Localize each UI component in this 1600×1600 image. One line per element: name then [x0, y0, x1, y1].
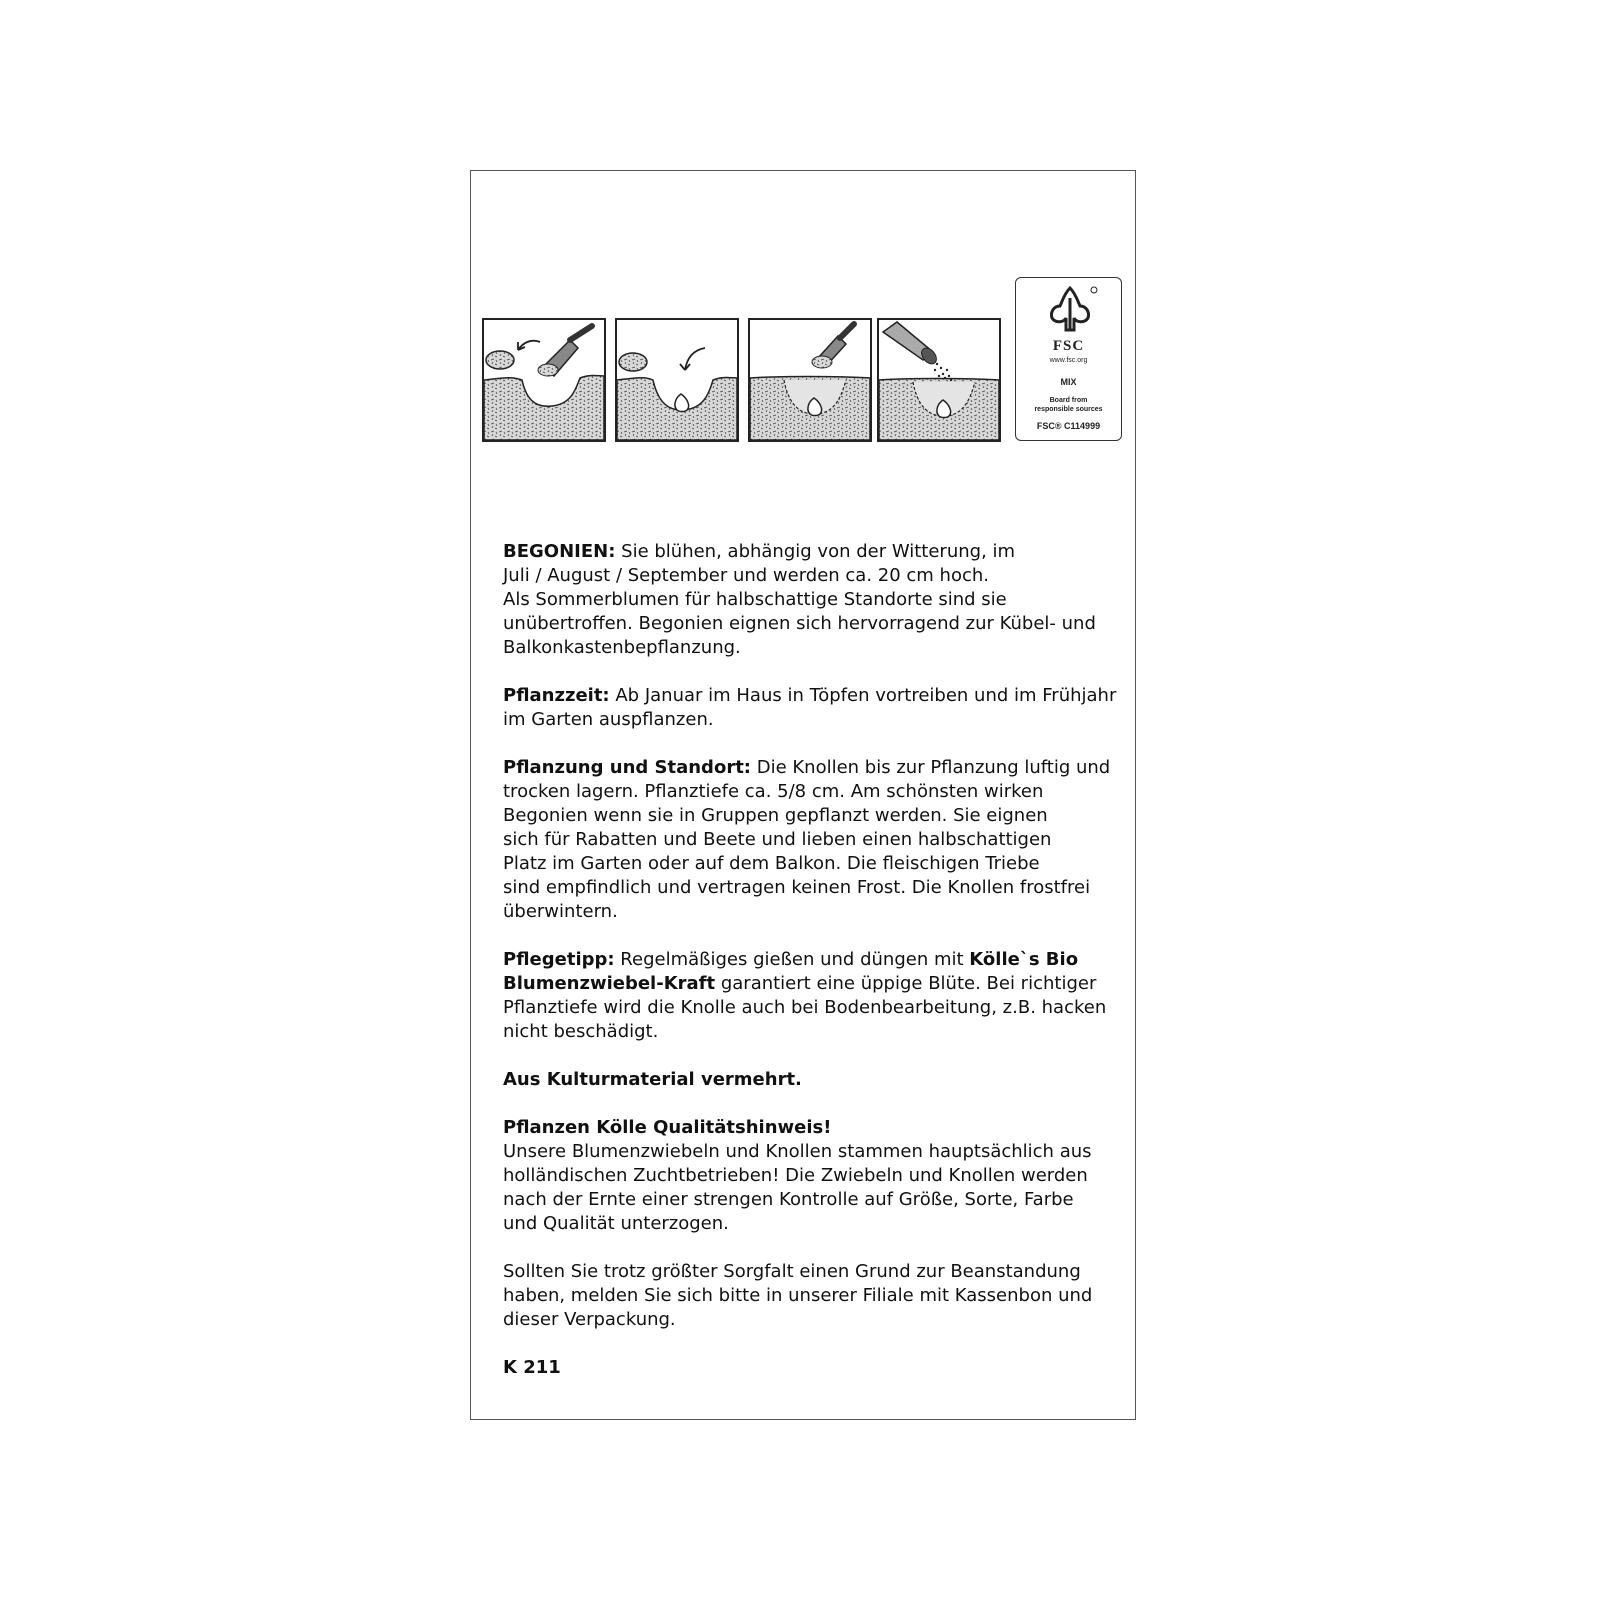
intro-heading: BEGONIEN:: [503, 541, 616, 562]
fsc-url: www.fsc.org: [1049, 357, 1088, 364]
product-code: K 211: [503, 1357, 561, 1378]
place-bulb-icon: [615, 318, 739, 442]
pflegetipp-heading: Pflegetipp:: [503, 949, 615, 970]
fsc-type: MIX: [1060, 377, 1077, 387]
complaint-paragraph: Sollten Sie trotz größter Sorgfalt einen Grund zur Beanstandung haben, melden Sie sich bitte in unserer Filiale mit Kassenbon und dieser Verpackung.: [503, 1261, 1093, 1330]
water-icon: [877, 318, 1001, 442]
fsc-brand: FSC: [1052, 338, 1085, 354]
fsc-desc-line1: Board from: [1049, 397, 1088, 404]
fsc-tree-logo-icon: [1040, 284, 1100, 336]
standort-heading: Pflanzung und Standort:: [503, 757, 751, 778]
kultur-note: Aus Kulturmaterial vermehrt.: [503, 1069, 802, 1090]
pflanzzeit-heading: Pflanzzeit:: [503, 685, 610, 706]
fsc-code: FSC® C114999: [1036, 421, 1101, 431]
intro-paragraph: BEGONIEN: Sie blühen, abhängig von der Witterung, im Juli / August / September und werden ca. 20 cm hoch. Als Sommerblumen für halbschattige Standorte sind sie unübertroffen. Begonien eignen sich hervorragend zur Kübel- und Balkonkastenbepflanzung.: [503, 541, 1096, 658]
standort-paragraph: Pflanzung und Standort: Die Knollen bis zur Pflanzung luftig und trocken lagern. Pflanztiefe ca. 5/8 cm. Am schönsten wirken Begonien wenn sie in Gruppen gepflanzt werden. Sie eignen sich für Rabatten und Beete und lieben einen halbschattigen Platz im Garten oder auf dem Balkon. Die fleischigen Triebe sind empfindlich und vertragen keinen Frost. Die Knollen frostfrei überwintern.: [503, 757, 1111, 922]
cover-soil-icon: [748, 318, 872, 442]
quality-heading: Pflanzen Kölle Qualitätshinweis!: [503, 1117, 832, 1138]
description-text: [503, 540, 1123, 1404]
dig-hole-icon: [482, 318, 606, 442]
pflegetipp-paragraph: Pflegetipp: Regelmäßiges gießen und düngen mit Kölle`s Bio Blumenzwiebel-Kraft garantiert eine üppige Blüte. Bei richtiger Pflanztiefe wird die Knolle auch bei Bodenbearbeitung, z.B. hacken nicht beschädigt.: [503, 949, 1107, 1042]
fsc-label: [1015, 277, 1122, 441]
quality-paragraph: Pflanzen Kölle Qualitätshinweis! Unsere Blumenzwiebeln und Knollen stammen hauptsächlich aus holländischen Zuchtbetrieben! Die Zwiebeln und Knollen werden nach der Ernte einer strengen Kontrolle auf Größe, Sorte, Farbe und Qualität unterzogen.: [503, 1117, 1092, 1234]
fsc-desc-line2: responsible sources: [1034, 406, 1103, 413]
pflanzzeit-paragraph: Pflanzzeit: Ab Januar im Haus in Töpfen vortreiben und im Frühjahr im Garten auspflanzen.: [503, 685, 1117, 730]
